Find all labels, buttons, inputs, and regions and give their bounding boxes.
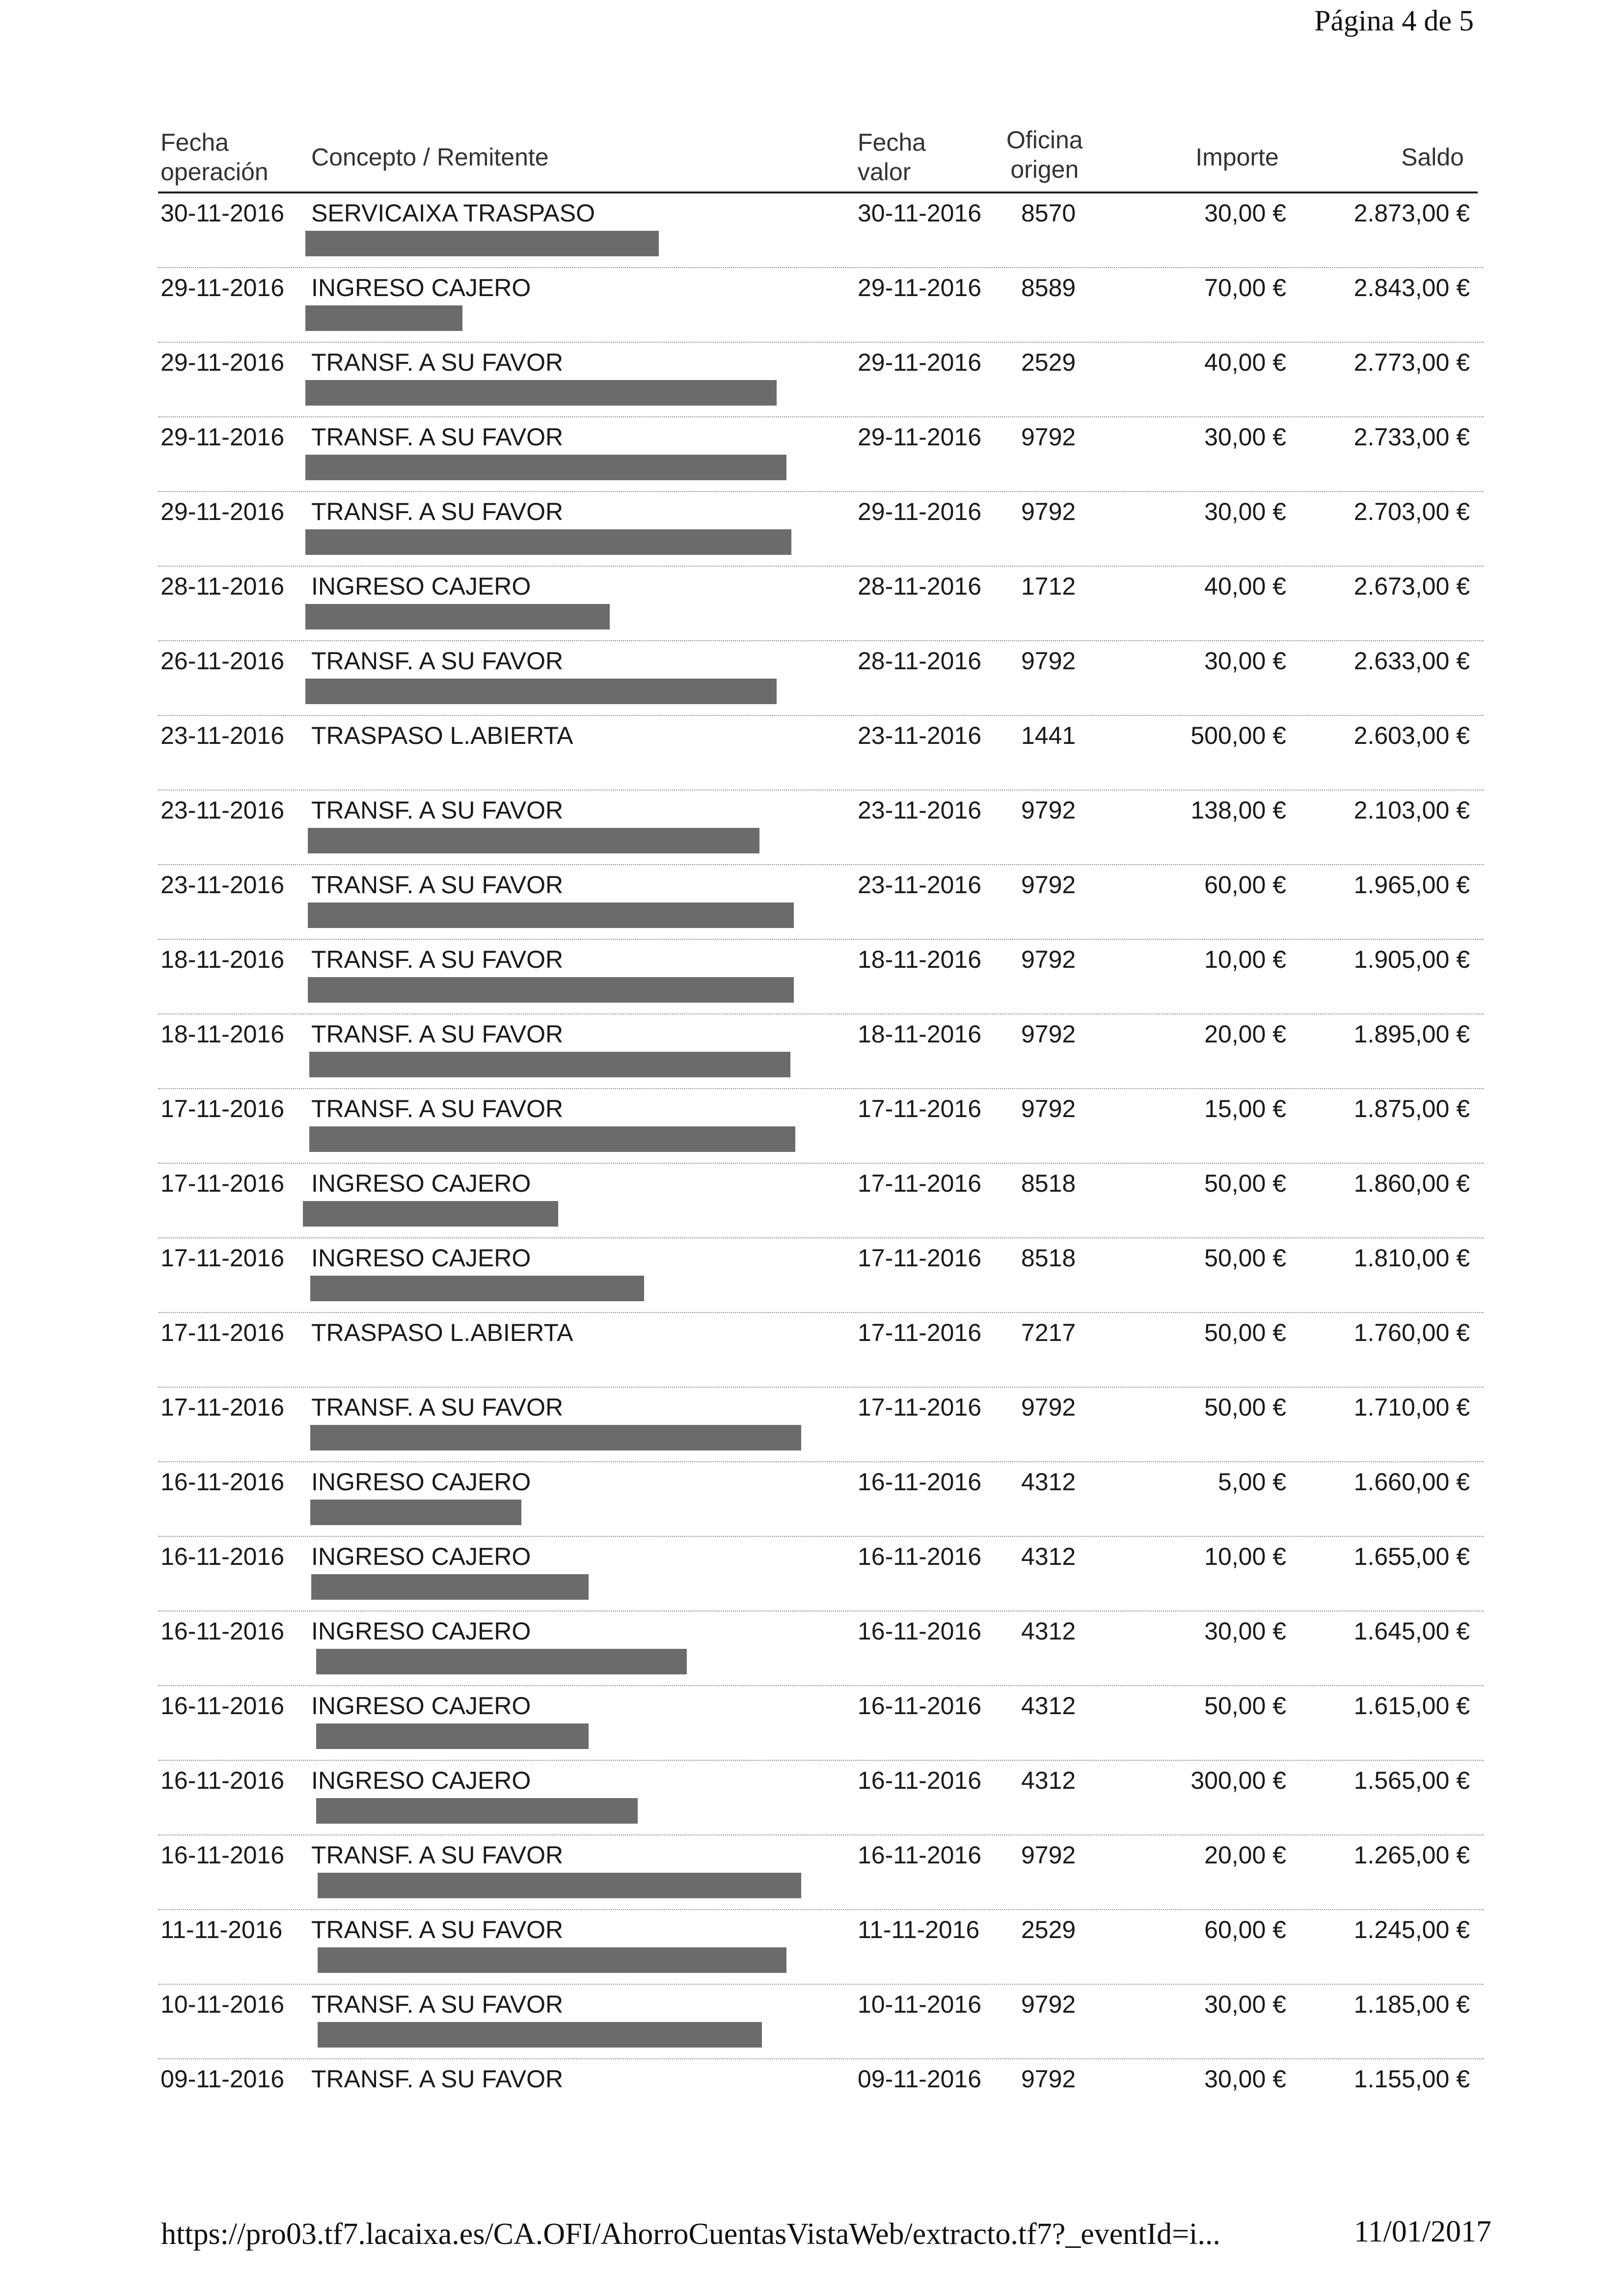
importe-cell: 40,00 €	[1204, 573, 1286, 600]
concepto-cell: TRANSF. A SU FAVOR	[311, 796, 564, 824]
header-fecha-operacion-line2: operación	[161, 158, 269, 186]
fecha-valor-cell: 28-11-2016	[858, 573, 982, 600]
oficina-cell: 9792	[1021, 1095, 1076, 1122]
fecha-valor-cell: 30-11-2016	[858, 199, 982, 227]
oficina-cell: 9792	[1021, 796, 1076, 824]
fecha-valor-cell: 09-11-2016	[858, 2065, 982, 2093]
concepto-cell: INGRESO CAJERO	[311, 1692, 531, 1720]
saldo-cell: 2.103,00 €	[1353, 796, 1470, 824]
redacted-remitente	[316, 1723, 589, 1749]
redacted-remitente	[305, 529, 791, 555]
saldo-cell: 1.565,00 €	[1353, 1767, 1470, 1794]
oficina-cell: 1441	[1021, 722, 1076, 749]
fecha-operacion-cell: 17-11-2016	[161, 1394, 285, 1421]
redacted-remitente	[305, 305, 462, 331]
fecha-valor-cell: 16-11-2016	[858, 1767, 982, 1794]
fecha-operacion-cell: 17-11-2016	[161, 1319, 285, 1346]
importe-cell: 70,00 €	[1204, 274, 1286, 301]
table-row	[158, 865, 1484, 940]
fecha-operacion-cell: 16-11-2016	[161, 1617, 285, 1645]
fecha-valor-cell: 23-11-2016	[858, 796, 982, 824]
saldo-cell: 2.603,00 €	[1353, 722, 1470, 749]
table-row	[158, 343, 1484, 417]
concepto-cell: TRASPASO L.ABIERTA	[311, 722, 573, 749]
saldo-cell: 1.185,00 €	[1353, 1991, 1470, 2018]
importe-cell: 50,00 €	[1204, 1244, 1286, 1272]
oficina-cell: 9792	[1021, 1991, 1076, 2018]
oficina-cell: 8518	[1021, 1244, 1076, 1272]
redacted-remitente	[305, 679, 777, 704]
saldo-cell: 1.895,00 €	[1353, 1020, 1470, 1048]
header-oficina-line1: Oficina	[1006, 126, 1083, 154]
fecha-operacion-cell: 18-11-2016	[161, 1020, 285, 1048]
saldo-cell: 1.860,00 €	[1353, 1170, 1470, 1197]
fecha-operacion-cell: 29-11-2016	[161, 498, 285, 525]
importe-cell: 50,00 €	[1204, 1170, 1286, 1197]
fecha-valor-cell: 11-11-2016	[858, 1916, 980, 1943]
saldo-cell: 2.773,00 €	[1353, 349, 1470, 376]
fecha-operacion-cell: 16-11-2016	[161, 1767, 285, 1794]
importe-cell: 30,00 €	[1204, 423, 1286, 451]
importe-cell: 30,00 €	[1204, 498, 1286, 525]
fecha-operacion-cell: 11-11-2016	[161, 1916, 283, 1943]
oficina-cell: 7217	[1021, 1319, 1076, 1346]
fecha-valor-cell: 18-11-2016	[858, 1020, 982, 1048]
fecha-valor-cell: 16-11-2016	[858, 1543, 982, 1570]
concepto-cell: TRANSF. A SU FAVOR	[311, 349, 564, 376]
table-row	[158, 1388, 1484, 1462]
footer-date: 11/01/2017	[1353, 2215, 1491, 2248]
importe-cell: 30,00 €	[1204, 2065, 1286, 2093]
fecha-valor-cell: 18-11-2016	[858, 946, 982, 973]
saldo-cell: 1.905,00 €	[1353, 946, 1470, 973]
header-oficina-origen	[1006, 125, 1083, 184]
saldo-cell: 1.810,00 €	[1353, 1244, 1470, 1272]
oficina-cell: 4312	[1021, 1543, 1076, 1570]
oficina-cell: 4312	[1021, 1767, 1076, 1794]
fecha-valor-cell: 29-11-2016	[858, 349, 982, 376]
oficina-cell: 8518	[1021, 1170, 1076, 1197]
fecha-operacion-cell: 17-11-2016	[161, 1244, 285, 1272]
fecha-operacion-cell: 17-11-2016	[161, 1170, 285, 1197]
transactions-table	[158, 193, 1484, 2133]
fecha-operacion-cell: 30-11-2016	[161, 199, 285, 227]
header-fecha-valor-line1: Fecha	[858, 129, 926, 156]
redacted-remitente	[310, 1425, 801, 1450]
redacted-remitente	[309, 1052, 790, 1077]
saldo-cell: 2.873,00 €	[1353, 199, 1470, 227]
importe-cell: 30,00 €	[1204, 1617, 1286, 1645]
concepto-cell: INGRESO CAJERO	[311, 1617, 531, 1645]
saldo-cell: 1.655,00 €	[1353, 1543, 1470, 1570]
saldo-cell: 1.615,00 €	[1353, 1692, 1470, 1720]
saldo-cell: 1.760,00 €	[1353, 1319, 1470, 1346]
oficina-cell: 4312	[1021, 1617, 1076, 1645]
fecha-operacion-cell: 16-11-2016	[161, 1841, 285, 1869]
fecha-operacion-cell: 26-11-2016	[161, 647, 285, 675]
fecha-valor-cell: 29-11-2016	[858, 274, 982, 301]
fecha-operacion-cell: 16-11-2016	[161, 1692, 285, 1720]
importe-cell: 20,00 €	[1204, 1841, 1286, 1869]
table-row	[158, 2059, 1484, 2133]
saldo-cell: 1.875,00 €	[1353, 1095, 1470, 1122]
fecha-operacion-cell: 23-11-2016	[161, 796, 285, 824]
table-row	[158, 791, 1484, 865]
fecha-valor-cell: 16-11-2016	[858, 1692, 982, 1720]
concepto-cell: TRANSF. A SU FAVOR	[311, 1991, 564, 2018]
importe-cell: 20,00 €	[1204, 1020, 1286, 1048]
oficina-cell: 9792	[1021, 1841, 1076, 1869]
table-row	[158, 1686, 1484, 1761]
saldo-cell: 1.245,00 €	[1353, 1916, 1470, 1943]
fecha-valor-cell: 16-11-2016	[858, 1617, 982, 1645]
table-row	[158, 492, 1484, 567]
redacted-remitente	[308, 828, 759, 853]
oficina-cell: 2529	[1021, 1916, 1076, 1943]
fecha-operacion-cell: 29-11-2016	[161, 274, 285, 301]
footer-url: https://pro03.tf7.lacaixa.es/CA.OFI/AhorroCuentasVistaWeb/extracto.tf7?_eventId=i...	[161, 2217, 1220, 2251]
importe-cell: 10,00 €	[1204, 946, 1286, 973]
redacted-remitente	[305, 231, 659, 256]
fecha-operacion-cell: 18-11-2016	[161, 946, 285, 973]
oficina-cell: 8589	[1021, 274, 1076, 301]
fecha-valor-cell: 16-11-2016	[858, 1841, 982, 1869]
concepto-cell: TRANSF. A SU FAVOR	[311, 2065, 564, 2093]
saldo-cell: 1.710,00 €	[1353, 1394, 1470, 1421]
fecha-operacion-cell: 23-11-2016	[161, 722, 285, 749]
concepto-cell: INGRESO CAJERO	[311, 274, 531, 301]
concepto-cell: INGRESO CAJERO	[311, 1767, 531, 1794]
importe-cell: 30,00 €	[1204, 199, 1286, 227]
table-row	[158, 268, 1484, 343]
saldo-cell: 1.265,00 €	[1353, 1841, 1470, 1869]
importe-cell: 10,00 €	[1204, 1543, 1286, 1570]
table-row	[158, 1014, 1484, 1089]
header-importe: Importe	[1195, 143, 1279, 171]
importe-cell: 50,00 €	[1204, 1394, 1286, 1421]
table-row	[158, 641, 1484, 716]
redacted-remitente	[305, 455, 786, 480]
fecha-operacion-cell: 17-11-2016	[161, 1095, 285, 1122]
importe-cell: 60,00 €	[1204, 871, 1286, 899]
table-row	[158, 1612, 1484, 1686]
concepto-cell: INGRESO CAJERO	[311, 1244, 531, 1272]
fecha-operacion-cell: 16-11-2016	[161, 1543, 285, 1570]
saldo-cell: 2.703,00 €	[1353, 498, 1470, 525]
oficina-cell: 9792	[1021, 1394, 1076, 1421]
oficina-cell: 2529	[1021, 349, 1076, 376]
table-row	[158, 1238, 1484, 1313]
saldo-cell: 1.645,00 €	[1353, 1617, 1470, 1645]
fecha-operacion-cell: 09-11-2016	[161, 2065, 285, 2093]
header-saldo: Saldo	[1401, 143, 1464, 171]
importe-cell: 138,00 €	[1190, 796, 1286, 824]
concepto-cell: TRANSF. A SU FAVOR	[311, 498, 564, 525]
concepto-cell: TRANSF. A SU FAVOR	[311, 1095, 564, 1122]
fecha-valor-cell: 17-11-2016	[858, 1170, 982, 1197]
fecha-valor-cell: 17-11-2016	[858, 1394, 982, 1421]
saldo-cell: 1.155,00 €	[1353, 2065, 1470, 2093]
fecha-operacion-cell: 16-11-2016	[161, 1468, 285, 1496]
concepto-cell: TRASPASO L.ABIERTA	[311, 1319, 573, 1346]
fecha-valor-cell: 28-11-2016	[858, 647, 982, 675]
fecha-operacion-cell: 28-11-2016	[161, 573, 285, 600]
oficina-cell: 8570	[1021, 199, 1076, 227]
saldo-cell: 1.660,00 €	[1353, 1468, 1470, 1496]
table-row	[158, 940, 1484, 1014]
table-row	[158, 1313, 1484, 1388]
redacted-remitente	[311, 1574, 589, 1600]
concepto-cell: TRANSF. A SU FAVOR	[311, 647, 564, 675]
concepto-cell: TRANSF. A SU FAVOR	[311, 1916, 564, 1943]
oficina-cell: 9792	[1021, 423, 1076, 451]
redacted-remitente	[310, 1500, 521, 1525]
table-header	[158, 123, 1478, 193]
header-concepto: Concepto / Remitente	[311, 143, 549, 171]
fecha-valor-cell: 16-11-2016	[858, 1468, 982, 1496]
oficina-cell: 9792	[1021, 2065, 1076, 2093]
fecha-valor-cell: 17-11-2016	[858, 1319, 982, 1346]
fecha-operacion-cell: 29-11-2016	[161, 349, 285, 376]
importe-cell: 300,00 €	[1190, 1767, 1286, 1794]
table-row	[158, 417, 1484, 492]
fecha-valor-cell: 29-11-2016	[858, 498, 982, 525]
redacted-remitente	[318, 1947, 786, 1973]
concepto-cell: TRANSF. A SU FAVOR	[311, 871, 564, 899]
oficina-cell: 9792	[1021, 1020, 1076, 1048]
redacted-remitente	[316, 1798, 638, 1824]
concepto-cell: INGRESO CAJERO	[311, 1468, 531, 1496]
table-row	[158, 1164, 1484, 1238]
importe-cell: 500,00 €	[1190, 722, 1286, 749]
redacted-remitente	[316, 1649, 687, 1674]
saldo-cell: 2.673,00 €	[1353, 573, 1470, 600]
importe-cell: 40,00 €	[1204, 349, 1286, 376]
table-row	[158, 1089, 1484, 1164]
fecha-valor-cell: 17-11-2016	[858, 1095, 982, 1122]
oficina-cell: 9792	[1021, 498, 1076, 525]
concepto-cell: TRANSF. A SU FAVOR	[311, 423, 564, 451]
redacted-remitente	[308, 902, 794, 928]
fecha-operacion-cell: 23-11-2016	[161, 871, 285, 899]
saldo-cell: 2.733,00 €	[1353, 423, 1470, 451]
concepto-cell: INGRESO CAJERO	[311, 1543, 531, 1570]
concepto-cell: TRANSF. A SU FAVOR	[311, 1020, 564, 1048]
fecha-valor-cell: 10-11-2016	[858, 1991, 982, 2018]
concepto-cell: SERVICAIXA TRASPASO	[311, 199, 595, 227]
header-fecha-operacion	[161, 128, 269, 187]
table-row	[158, 1985, 1484, 2059]
importe-cell: 30,00 €	[1204, 1991, 1286, 2018]
oficina-cell: 9792	[1021, 647, 1076, 675]
concepto-cell: INGRESO CAJERO	[311, 573, 531, 600]
redacted-remitente	[305, 604, 610, 629]
redacted-remitente	[308, 977, 794, 1003]
header-fecha-valor	[858, 128, 926, 187]
table-row	[158, 1462, 1484, 1537]
redacted-remitente	[318, 2022, 762, 2048]
oficina-cell: 1712	[1021, 573, 1076, 600]
importe-cell: 30,00 €	[1204, 647, 1286, 675]
fecha-valor-cell: 23-11-2016	[858, 871, 982, 899]
page-number: Página 4 de 5	[1314, 4, 1474, 37]
oficina-cell: 9792	[1021, 946, 1076, 973]
header-oficina-line2: origen	[1010, 156, 1079, 183]
importe-cell: 60,00 €	[1204, 1916, 1286, 1943]
saldo-cell: 1.965,00 €	[1353, 871, 1470, 899]
table-row	[158, 193, 1484, 268]
redacted-remitente	[303, 1201, 558, 1227]
table-row	[158, 1537, 1484, 1612]
fecha-valor-cell: 29-11-2016	[858, 423, 982, 451]
redacted-remitente	[305, 380, 777, 406]
oficina-cell: 4312	[1021, 1692, 1076, 1720]
importe-cell: 15,00 €	[1204, 1095, 1286, 1122]
concepto-cell: TRANSF. A SU FAVOR	[311, 946, 564, 973]
table-row	[158, 567, 1484, 641]
table-row	[158, 1910, 1484, 1985]
saldo-cell: 2.633,00 €	[1353, 647, 1470, 675]
importe-cell: 50,00 €	[1204, 1319, 1286, 1346]
oficina-cell: 4312	[1021, 1468, 1076, 1496]
header-fecha-operacion-line1: Fecha	[161, 129, 229, 156]
redacted-remitente	[310, 1276, 644, 1301]
concepto-cell: TRANSF. A SU FAVOR	[311, 1841, 564, 1869]
fecha-operacion-cell: 10-11-2016	[161, 1991, 285, 2018]
table-row	[158, 1835, 1484, 1910]
header-fecha-valor-line2: valor	[858, 158, 911, 186]
concepto-cell: TRANSF. A SU FAVOR	[311, 1394, 564, 1421]
table-row	[158, 1761, 1484, 1835]
saldo-cell: 2.843,00 €	[1353, 274, 1470, 301]
fecha-operacion-cell: 29-11-2016	[161, 423, 285, 451]
fecha-valor-cell: 17-11-2016	[858, 1244, 982, 1272]
concepto-cell: INGRESO CAJERO	[311, 1170, 531, 1197]
redacted-remitente	[309, 1126, 795, 1152]
fecha-valor-cell: 23-11-2016	[858, 722, 982, 749]
importe-cell: 50,00 €	[1204, 1692, 1286, 1720]
table-row	[158, 716, 1484, 791]
redacted-remitente	[318, 1873, 801, 1898]
oficina-cell: 9792	[1021, 871, 1076, 899]
importe-cell: 5,00 €	[1217, 1468, 1286, 1496]
